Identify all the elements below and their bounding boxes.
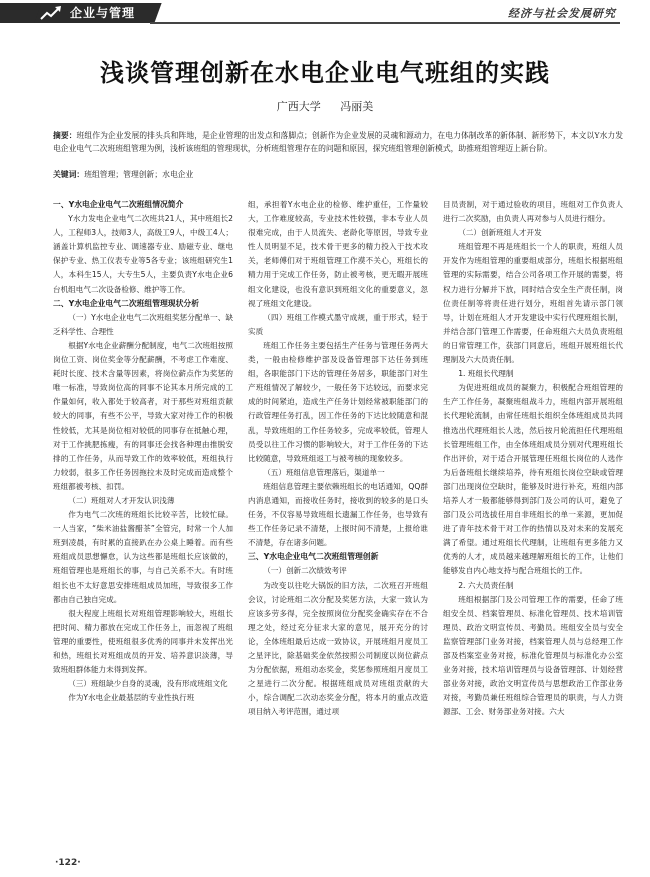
body-column-3 <box>443 198 623 848</box>
subsection-heading: （一）创新二次绩效考评 <box>263 566 347 576</box>
header-rule <box>150 22 620 24</box>
paragraph: 作为Y水电企业最基层的专业性执行班 <box>68 693 195 703</box>
subsection-heading: （一）Y水电企业电气二次班组奖惩分配单一、缺乏科学性、合理性 <box>53 312 233 336</box>
paragraph: 目员责制，对于通过验收的项目，班组对工作负责人进行二次奖励，由负责人再对参与人员进行细分。 <box>443 200 623 224</box>
abstract-text: 班组作为企业发展的排头兵和阵地，是企业管理的出发点和落脚点；创新作为企业发展的灵魂和源动力，在电力体制改革的新体制、新形势下，本文以Y水力发电企业电气二次班班组管理为例，浅析该班组的管理现状，分析班组管理存在的问题和原因，探究班组管理创新模式，助推班组管理迈上新台阶。 <box>53 131 624 153</box>
subsection-heading: （五）班组信息管理落后，渠道单一 <box>263 467 385 477</box>
author-line <box>0 98 650 114</box>
subsection-heading: （二）创新班组人才开发 <box>458 228 542 238</box>
page-header <box>0 0 650 26</box>
paragraph: 组，承担着Y水电企业的检修、维护重任，工作量较大，工作难度较高，专业技术性较强，非本专业人员很难完成，由于人员流失、老龄化等原因，导致专业性人员明显不足，技术骨干更多的精力投入于技术攻关，老师傅们对于班组管理工作漠不关心，班组长的精力用于完成工作任务，防止被考核，更无暇开展班组文化建设，也没有意识到班组文化的重要意义，忽视了班组文化建设。 <box>248 200 428 308</box>
paragraph: 班组工作任务主要包括生产任务与管理任务两大类，一般由检修维护部及设备管理部下达任务到班组，各职能部门下达的管理任务居多，职能部门对生产班组情况了解较少，一般任务下达较远，而要求完成的时间紧迫，造成生产任务计划经常被职能部门的行政管理任务打乱，因工作任务的下达比较随意和混乱，导致班组的工作任务较多，完成率较低，管理人员受以往工作习惯的影响较大，对于工作任务的下达比较随意，导致班组返工与被考核的现象较多。 <box>248 340 428 463</box>
abstract <box>53 129 623 155</box>
affiliation: 广西大学 <box>276 100 321 113</box>
paragraph: Y水力发电企业电气二次班共21人，其中班组长2人，工程师3人，技师3人，高级工9人，中级工4人；涵盖计算机监控专业、调速器专业、励磁专业、继电保护专业、热工仪表专业等5各专业；该班组研究生1人，本科生15人，大专生5人，主要负责Y水电企业6台机组电气二次设备检修、维护等工作。 <box>53 214 233 294</box>
section-heading: 三、Y水电企业电气二次班组管理创新 <box>248 552 379 562</box>
author-name: 冯丽美 <box>340 100 374 113</box>
subsection-heading: （二）班组对人才开发认识浅薄 <box>68 495 175 505</box>
body-column-2 <box>248 198 428 848</box>
abstract-label: 摘要： <box>53 131 77 140</box>
paragraph: 为促进班组成员的凝聚力，积极配合班组管理的生产工作任务，凝聚班组战斗力，班组内部开展班组长代理轮流制，由常任班组长组织全体班组成员共同推选出代理班组长人选，然后按月轮流担任代理班组长管理班组工作，由全体班组成员分别对代理班组长作出评价，对于适合开展管理任班组长岗位的人选作为后备班组长继续培养，待有班组长岗位空缺或管理部门出现岗位空缺时，能够及时进行补充，班组内部培养人才一般都能够得到部门及公司的认可，避免了部门及公司选拔任用自非班组长的单一来源，更加促进了青年技术骨干对工作的热情以及对未来的发展充满了希望。通过班组长代理制，让班组有更多能力又优秀的人才，成员越来越理解班组长的工作，让他们能够发自内心地支持与配合班组长的工作。 <box>443 383 623 576</box>
paragraph: 为改变以往吃大锅饭的旧方法，二次班召开班组会议，讨论班组二次分配及奖惩方法，大家一致认为应该多劳多得，完全按照岗位分配奖金确实存在不合理之处，经过充分征求大家的意见，展开充分的讨论，全体班组最后达成一致协议，开展班组月度员工之星评比，除基础奖金依然按照公司制度以岗位薪点为分配依据，班组动态奖金，奖惩参照班组月度员工之星进行二次分配。根据班组成员对班组贡献的大小，综合调配二次动态奖金分配，将本月的重点改造项目纳入考评范围，通过项 <box>248 580 428 717</box>
paragraph: 班组管理不再是班组长一个人的职责，班组人员开发作为班组管理的重要组成部分，班组长根据班组管理的实际需要，结合公司各项工作开展的需要，将权力进行分解并下放，同时结合安全生产责任制，岗位责任制等将责任进行划分，班组首先请示部门领导，计划在班组人才开发建设中实行代理班组长制，并结合部门管理工作需要，任命班组六大员负责班组的日常管理工作，获部门同意后，班组开展班组长代理制及六大员责任制。 <box>443 242 623 365</box>
paragraph: 作为电气二次班的班组长比较辛苦，比较忙碌。一人当家，“柴米油盐酱醋茶”全管完，时常一个人加班到凌晨，有时累的直接趴在办公桌上睡着。而有些班组成员思想懈怠，认为这些都是班组长应该做的，班组管理也是班组长的事，与自己关系不大。有时班组长也不太好意思安排班组成员加班，导致很多工作都由自己独自完成。 <box>53 510 233 604</box>
paragraph: 根据Y水电企业薪酬分配制度，电气二次班组按照岗位工资、岗位奖金等分配薪酬，不考虑工作难度、耗时长度、技术含量等因素，将岗位薪点作为奖惩的唯一标准，导致岗位高的同事不论其本月所完成的工作量如何，收入都处于较高者，对于那些对班组贡献较大的同事，有些不公平，导致大家对待工作的积极性较低，尤其是岗位相对较低的同事存在抵触心理，对于工作挑肥拣瘦，有的同事还会找各种理由推脱安排的工作任务，从而导致工作的效率较低，班组执行力较弱，很多工作任务因拖拉未及时完成而造成整个班组都被考核、扣罚。 <box>53 340 233 491</box>
paragraph: 班组信息管理主要依赖班组长的电话通知，QQ群内消息通知，而接收任务时，接收到的较多的是口头任务，不仅容易导致班组长遗漏工作任务，也导致有些工作任务记录不清楚，上报时间不清楚，上报给谁不清楚，存在诸多问题。 <box>248 481 428 548</box>
section-heading: 二、Y水电企业电气二次班组管理现状分析 <box>53 298 199 308</box>
chart-arrow-icon <box>40 5 62 21</box>
keywords-text: 班组管理；管理创新；水电企业 <box>84 170 194 179</box>
paragraph: 班组根据部门及公司管理工作的需要，任命了班组安全员、档案管理员、标准化管理员、技术培训管理员、政治文明宣传员、考勤员。班组安全员与安全监察管理部门业务对接，档案管理人员与总经理工作部及档案室业务对接，标准化管理员与标准化办公室业务对接，技术培训管理员与设备管理部、计划经营部业务对接，政治文明宣传员与思想政治工作部业务对接，考勤员兼任班组综合管理员的职责，与人力资源部、工会、财务部业务对接。六大 <box>443 594 623 717</box>
subsection-heading: （四）班组工作模式墨守成规，重于形式，轻于实质 <box>248 312 428 336</box>
section-name: 企业与管理 <box>70 6 136 20</box>
body-column-1 <box>53 198 233 848</box>
keywords <box>53 168 623 181</box>
subsection-heading: 1. 班组长代理制 <box>458 369 514 379</box>
section-heading: 一、Y水电企业电气二次班组情况简介 <box>53 200 184 209</box>
journal-name: 经济与社会发展研究 <box>508 7 616 20</box>
keywords-label: 关键词： <box>53 170 85 179</box>
subsection-heading: 2. 六大员责任制 <box>458 580 514 590</box>
article-title: 浅谈管理创新在水电企业电气班组的实践 <box>100 58 550 87</box>
subsection-heading: （三）班组缺少自身的灵魂，没有形成班组文化 <box>68 679 228 689</box>
paragraph: 很大程度上班组长对班组管理影响较大，班组长把时间、精力都放在完成工作任务上，而忽视了班组管理的重要性，使班组很多优秀的同事并未发挥出光和热，班组长对班组成员的开发、培养意识淡薄，导致班组群体能力未得到发挥。 <box>53 608 233 675</box>
page-number: ·122· <box>55 858 81 868</box>
